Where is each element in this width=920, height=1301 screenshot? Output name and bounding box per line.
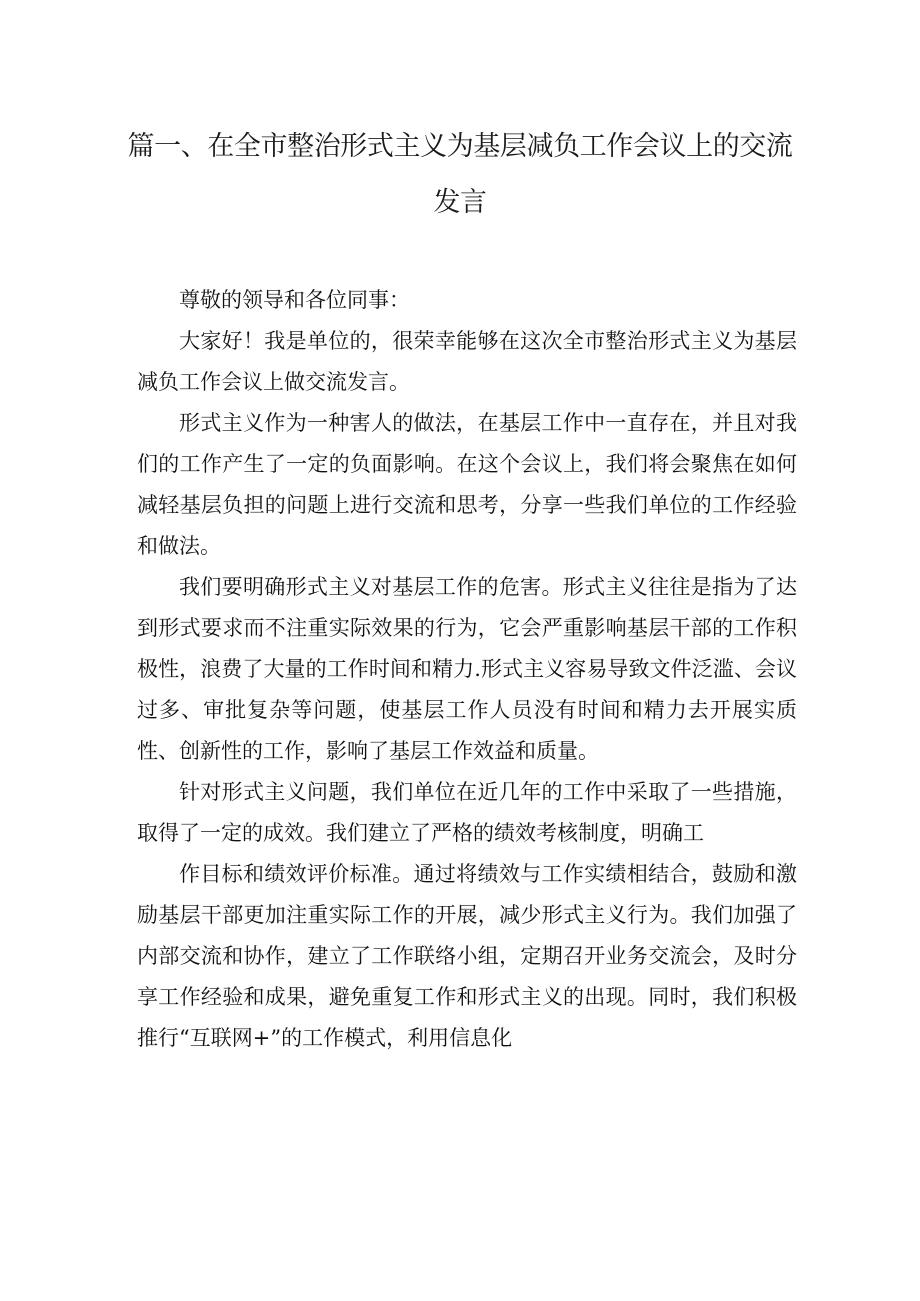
harm-paragraph: 我们要明确形式主义对基层工作的危害。形式主义往往是指为了达到形式要求而不注重实际效果的行为，它会严重影响基层干部的工作积极性，浪费了大量的工作时间和精力.形式主义容易导致文件泛滥、会议过多、审批复杂等问题，使基层工作人员没有时间和精力去开展实质性、创新性的工作，影响了基层工作效益和质量。 [137, 575, 797, 763]
measures-paragraph: 针对形式主义问题，我们单位在近几年的工作中采取了一些措施，取得了一定的成效。我们建立了严格的绩效考核制度，明确工 [137, 780, 797, 845]
intro-paragraph: 形式主义作为一种害人的做法，在基层工作中一直存在，并且对我们的工作产生了一定的负面影响。在这个会议上，我们将会聚焦在如何减轻基层负担的问题上进行交流和思考，分享一些我们单位的工作经验和做法。 [137, 411, 797, 558]
document-title-line-2: 发言 [433, 187, 487, 218]
document-body [137, 280, 797, 1059]
document-title-line-1: 篇一、在全市整治形式主义为基层减负工作会议上的交流 [127, 131, 793, 162]
salutation-paragraph: 尊敬的领导和各位同事： [179, 288, 410, 312]
continued-paragraph: 作目标和绩效评价标准。通过将绩效与工作实绩相结合，鼓励和激励基层干部更加注重实际工作的开展，减少形式主义行为。我们加强了内部交流和协作，建立了工作联络小组，定期召开业务交流会，及时分享工作经验和成果，避免重复工作和形式主义的出现。同时，我们积极推行“互联网+”的工作模式，利用信息化 [137, 862, 797, 1050]
greeting-paragraph: 大家好！我是单位的，很荣幸能够在这次全市整治形式主义为基层减负工作会议上做交流发言。 [137, 329, 797, 394]
